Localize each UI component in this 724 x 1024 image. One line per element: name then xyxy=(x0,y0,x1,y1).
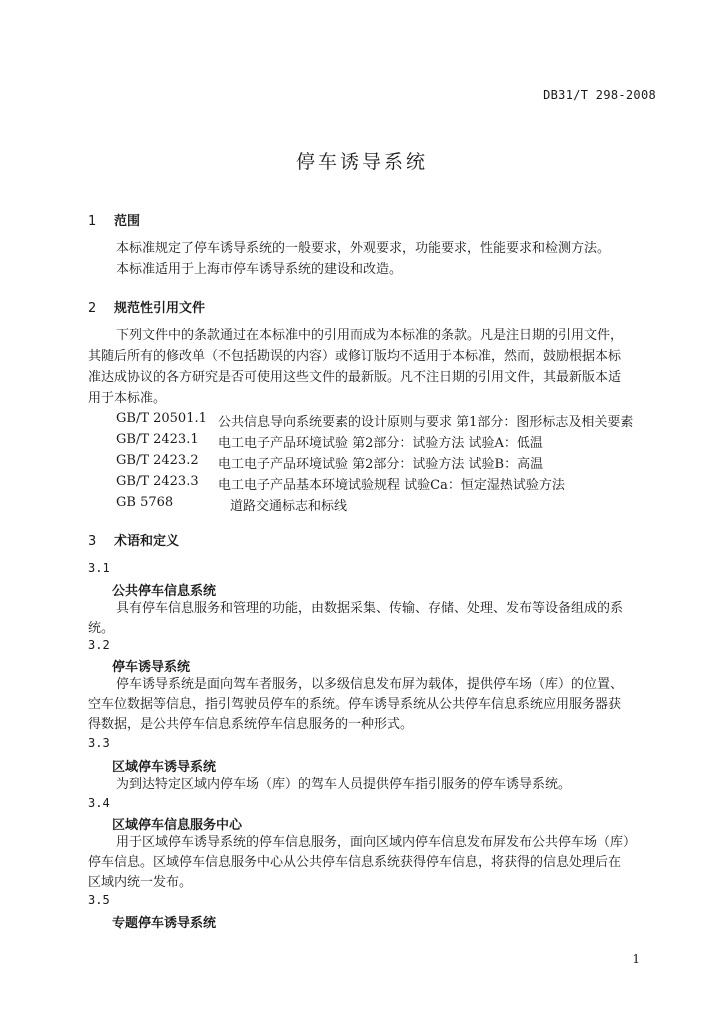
page-number: 1 xyxy=(632,952,640,966)
paragraph-line: 本标准规定了停车诱导系统的一般要求，外观要求，功能要求，性能要求和检测方法。 xyxy=(116,241,611,256)
definition-line: 统。 xyxy=(88,621,115,636)
section-number: 1 xyxy=(88,214,97,229)
definition-line: 停车诱导系统是面向驾车者服务，以多级信息发布屏为载体，提供停车场（库）的位置、 xyxy=(116,677,624,692)
term-title: 停车诱导系统 xyxy=(112,660,191,675)
section-2-heading xyxy=(88,297,205,316)
reference-title: 道路交通标志和标线 xyxy=(230,499,348,514)
paragraph-line: 用于本标准。 xyxy=(88,391,167,406)
section-title: 范围 xyxy=(114,214,141,229)
reference-code: GB/T 2423.2 xyxy=(116,453,199,468)
section-title: 规范性引用文件 xyxy=(114,301,206,316)
definition-line: 具有停车信息服务和管理的功能，由数据采集、传输、存储、处理、发布等设备组成的系 xyxy=(116,601,624,616)
term-number: 3.2 xyxy=(88,638,110,652)
reference-title: 公共信息导向系统要素的设计原则与要求 第1部分：图形标志及相关要素 xyxy=(218,415,634,430)
term-number: 3.3 xyxy=(88,736,110,750)
definition-line: 空车位数据等信息，指引驾驶员停车的系统。停车诱导系统从公共停车信息系统应用服务器获 xyxy=(88,697,622,712)
definition-line: 用于区域停车诱导系统的停车信息服务，面向区域内停车信息发布屏发布公共停车场（库） xyxy=(116,835,637,850)
term-number: 3.4 xyxy=(88,796,110,810)
reference-code: GB/T 20501.1 xyxy=(116,411,207,426)
reference-title: 电工电子产品基本环境试验规程 试验Ca：恒定湿热试验方法 xyxy=(218,478,565,493)
term-title: 区域停车信息服务中心 xyxy=(112,818,243,833)
section-number: 3 xyxy=(88,534,97,549)
paragraph-line: 准达成协议的各方研究是否可使用这些文件的最新版。凡不注日期的引用文件，其最新版本适 xyxy=(88,370,622,385)
term-title: 专题停车诱导系统 xyxy=(112,916,217,931)
term-title: 区域停车诱导系统 xyxy=(112,760,217,775)
section-number: 2 xyxy=(88,301,97,316)
term-title: 公共停车信息系统 xyxy=(112,584,217,599)
reference-code: GB/T 2423.3 xyxy=(116,474,199,489)
document-title: 停车诱导系统 xyxy=(295,151,428,173)
paragraph-line: 其随后所有的修改单（不包括勘误的内容）或修订版均不适用于本标准，然而，鼓励根据本标 xyxy=(88,349,622,364)
document-id: DB31/T 298-2008 xyxy=(543,88,656,102)
section-1-heading xyxy=(88,210,140,229)
definition-line: 为到达特定区域内停车场（库）的驾车人员提供停车指引服务的停车诱导系统。 xyxy=(116,777,572,792)
section-title: 术语和定义 xyxy=(114,534,180,549)
reference-title: 电工电子产品环境试验 第2部分：试验方法 试验A：低温 xyxy=(218,436,543,451)
term-number: 3.5 xyxy=(88,893,110,907)
definition-line: 区域内统一发布。 xyxy=(88,875,193,890)
paragraph-line: 下列文件中的条款通过在本标准中的引用而成为本标准的条款。凡是注日期的引用文件， xyxy=(116,328,624,343)
definition-line: 停车信息。区域停车信息服务中心从公共停车信息系统获得停车信息，将获得的信息处理后在 xyxy=(88,855,622,870)
term-number: 3.1 xyxy=(88,561,110,575)
paragraph-line: 本标准适用于上海市停车诱导系统的建设和改造。 xyxy=(116,262,403,277)
section-3-heading xyxy=(88,530,179,549)
reference-code: GB 5768 xyxy=(116,495,174,510)
definition-line: 得数据，是公共停车信息系统停车信息服务的一种形式。 xyxy=(88,717,414,732)
reference-code: GB/T 2423.1 xyxy=(116,432,199,447)
reference-title: 电工电子产品环境试验 第2部分：试验方法 试验B：高温 xyxy=(218,457,544,472)
